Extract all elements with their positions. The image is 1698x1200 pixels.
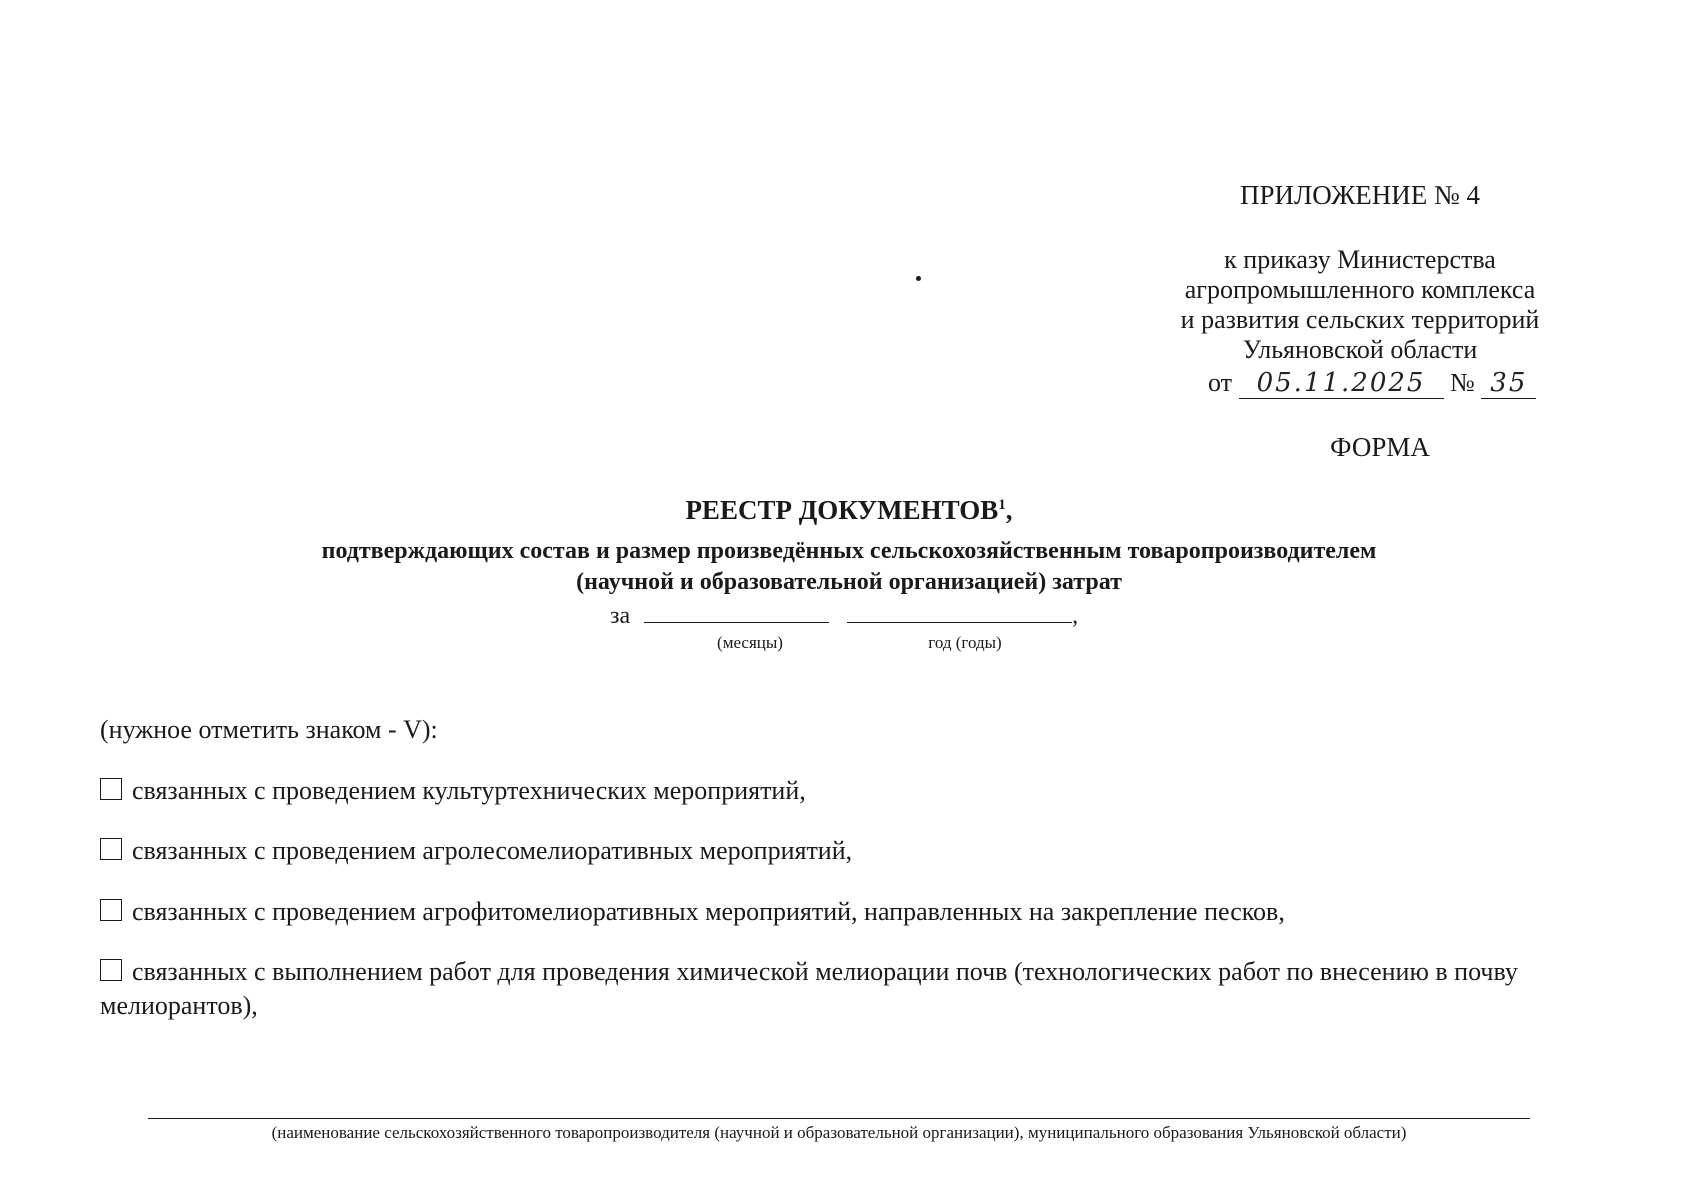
number-sign: № — [1450, 368, 1475, 397]
period-prefix: за — [610, 603, 631, 629]
months-field[interactable] — [644, 600, 829, 623]
option-chemical-melioration — [100, 955, 1580, 1023]
subtitle-line: подтверждающих состав и размер произведённых сельскохозяйственным товаропроизводителем — [321, 538, 1377, 564]
org-name-field[interactable] — [148, 1118, 1530, 1119]
order-ref-line: и развития сельских территорий — [1180, 305, 1540, 334]
appendix-title: ПРИЛОЖЕНИЕ № 4 — [1239, 180, 1481, 210]
checkbox[interactable] — [100, 899, 122, 921]
handwritten-date: 05.11.2025 — [1239, 368, 1444, 399]
checkbox[interactable] — [100, 959, 122, 981]
handwritten-number: 35 — [1481, 368, 1536, 399]
year-field[interactable] — [847, 600, 1072, 623]
checkbox[interactable] — [100, 778, 122, 800]
date-prefix: от — [1208, 368, 1233, 397]
option-cultural-technical — [100, 774, 1580, 808]
period-line — [610, 600, 1078, 630]
order-ref-line: Ульяновской области — [1242, 335, 1478, 364]
order-date-line — [1208, 368, 1536, 399]
months-caption: (месяцы) — [717, 633, 783, 652]
footnote-mark: 1 — [998, 497, 1006, 513]
option-agrophyto — [100, 895, 1580, 929]
order-reference — [1150, 245, 1570, 365]
year-caption: год (годы) — [928, 633, 1002, 652]
option-agroforest — [100, 834, 1580, 868]
option-label: связанных с проведением агрофитомелиоративных мероприятий, направленных на закрепление песков, — [132, 897, 1285, 926]
checkbox[interactable] — [100, 838, 122, 860]
org-name-caption: (наименование сельскохозяйственного товаропроизводителя (научной и образовательной организации), муниципального образования Ульяновской области) — [271, 1123, 1407, 1142]
stray-dot — [916, 276, 921, 281]
option-label: связанных с проведением агролесомелиоративных мероприятий, — [132, 836, 853, 865]
title-suffix: , — [1005, 495, 1013, 525]
order-ref-line: агропромышленного комплекса — [1184, 275, 1536, 304]
register-title-text: РЕЕСТР ДОКУМЕНТОВ — [685, 495, 999, 525]
form-label: ФОРМА — [1330, 432, 1430, 462]
register-subtitle — [0, 536, 1698, 598]
option-label: связанных с выполнением работ для проведения химической мелиорации почв (технологических работ по внесению в почву мелиорантов), — [100, 957, 1518, 1020]
register-title — [0, 495, 1698, 526]
option-label: связанных с проведением культуртехнических мероприятий, — [132, 776, 806, 805]
subtitle-line: (научной и образовательной организацией) затрат — [576, 569, 1122, 595]
order-ref-line: к приказу Министерства — [1224, 245, 1496, 274]
period-suffix: , — [1072, 603, 1079, 629]
instruction-text: (нужное отметить знаком - V): — [100, 715, 438, 744]
